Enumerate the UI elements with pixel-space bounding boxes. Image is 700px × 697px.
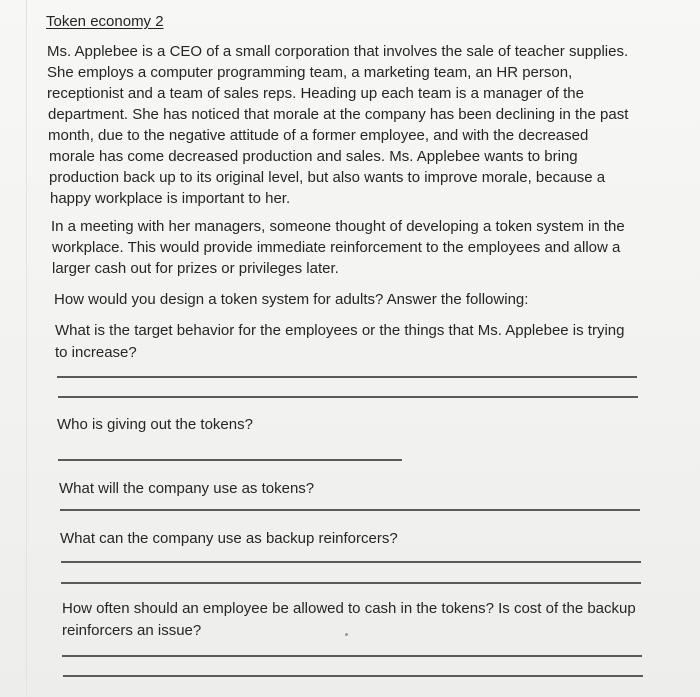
worksheet-title: Token economy 2 [46, 13, 164, 30]
question-2-text: Who is giving out the tokens? [57, 416, 253, 433]
page-edge [26, 0, 27, 697]
paragraph-1-line: happy workplace is important to her. [50, 190, 291, 207]
question-1-text: to increase? [55, 344, 137, 361]
answer-line[interactable] [62, 655, 642, 657]
paragraph-1-line: month, due to the negative attitude of a former employee, and with the decreased [48, 127, 589, 144]
answer-line[interactable] [61, 561, 641, 563]
answer-line[interactable] [63, 675, 643, 677]
answer-line[interactable] [58, 459, 402, 461]
paragraph-2-line: larger cash out for prizes or privileges later. [52, 260, 339, 277]
answer-line[interactable] [61, 582, 641, 584]
paragraph-1-line: production back up to its original level, but also wants to improve morale, because a [49, 169, 606, 186]
stray-mark [345, 633, 348, 636]
paragraph-1-line: Ms. Applebee is a CEO of a small corporation that involves the sale of teacher supplies. [47, 43, 629, 60]
paragraph-1-line: morale has come decreased production and sales. Ms. Applebee wants to bring [49, 148, 578, 165]
question-4-text: What can the company use as backup reinforcers? [60, 530, 398, 547]
answer-line[interactable] [60, 509, 640, 511]
paragraph-1-line: She employs a computer programming team, a marketing team, an HR person, [47, 64, 573, 81]
question-3-text: What will the company use as tokens? [59, 480, 315, 497]
answer-line[interactable] [57, 376, 637, 378]
question-5-text: reinforcers an issue? [62, 622, 202, 639]
paragraph-1-line: receptionist and a team of sales reps. Heading up each team is a manager of the [47, 85, 584, 102]
paragraph-1-line: department. She has noticed that morale at the company has been declining in the past [48, 106, 629, 123]
question-5-text: How often should an employee be allowed to cash in the tokens? Is cost of the backup [62, 600, 636, 617]
instruction-prompt: How would you design a token system for adults? Answer the following: [54, 291, 529, 308]
paragraph-2-line: workplace. This would provide immediate reinforcement to the employees and allow a [52, 239, 621, 256]
paragraph-2-line: In a meeting with her managers, someone thought of developing a token system in the [51, 218, 625, 235]
answer-line[interactable] [58, 396, 638, 398]
question-1-text: What is the target behavior for the employees or the things that Ms. Applebee is trying [55, 322, 625, 339]
